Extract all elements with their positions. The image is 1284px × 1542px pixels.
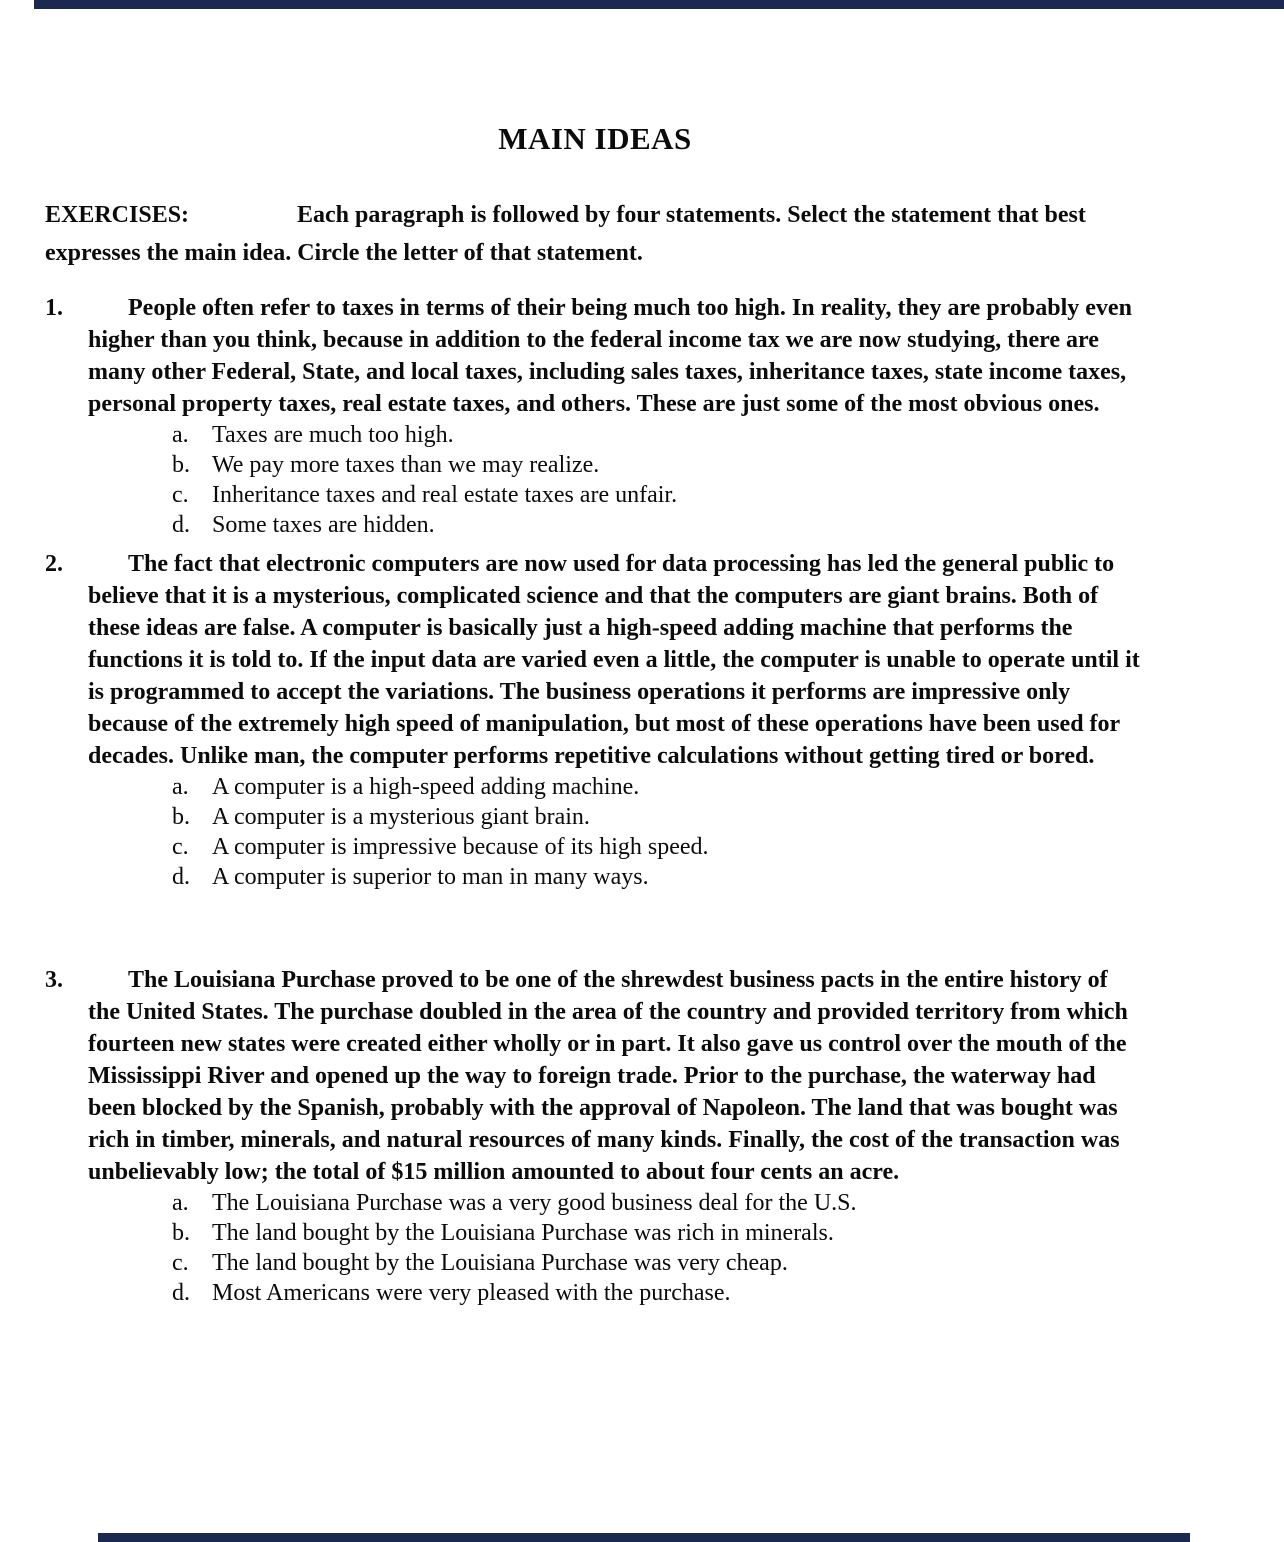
exercise-1-options <box>172 420 1145 540</box>
exercise-3-paragraph-block <box>45 964 1145 1188</box>
option-text: A computer is a mysterious giant brain. <box>212 804 590 830</box>
option-text: The land bought by the Louisiana Purchase was very cheap. <box>212 1250 788 1276</box>
option-letter: d. <box>172 512 190 538</box>
exercise-2-paragraph-block <box>45 548 1145 772</box>
exercise-1-option-b <box>172 450 1145 480</box>
exercise-2-option-c <box>172 832 1145 862</box>
option-letter: b. <box>172 1220 190 1246</box>
option-text: A computer is a high-speed adding machine. <box>212 774 640 800</box>
exercise-3-paragraph: The Louisiana Purchase proved to be one of the shrewdest business pacts in the entire history of the United States. The purchase doubled in the area of the country and provided territory from which fourteen new states were created either wholly or in part. It also gave us control over the mouth of the Mississippi River and opened up the way to foreign trade. Prior to the purchase, the waterway had been blocked by the Spanish, probably with the approval of Napoleon. The land that was bought was rich in timber, minerals, and natural resources of many kinds. Finally, the cost of the transaction was unbelievably low; the total of $15 million amounted to about four cents an acre. <box>88 967 1128 1185</box>
option-letter: d. <box>172 1280 190 1306</box>
exercise-2-option-a <box>172 772 1145 802</box>
option-letter: d. <box>172 864 190 890</box>
instructions <box>45 196 1145 272</box>
exercise-3-option-d <box>172 1278 1145 1308</box>
scan-artifact-bottom-bar <box>98 1533 1190 1542</box>
exercise-1-option-a <box>172 420 1145 450</box>
instructions-text: Each paragraph is followed by four statements. Select the statement that best expresses the main idea. Circle the letter of that statement. <box>45 202 1086 266</box>
exercise-3-option-c <box>172 1248 1145 1278</box>
instructions-label: EXERCISES: <box>45 202 190 228</box>
exercise-2-options <box>172 772 1145 892</box>
exercise-1-option-d <box>172 510 1145 540</box>
exercise-3-option-a <box>172 1188 1145 1218</box>
exercise-3 <box>45 964 1145 1308</box>
exercise-2-option-b <box>172 802 1145 832</box>
exercise-3-number: 3. <box>45 967 63 993</box>
exercise-2-paragraph: The fact that electronic computers are now used for data processing has led the general public to believe that it is a mysterious, complicated science and that the computers are giant brains. Both of these ideas are false. A computer is basically just a high-speed adding machine that performs the functions it is told to. If the input data are varied even a little, the computer is unable to operate until it is programmed to accept the variations. The business operations it performs are impressive only because of the extremely high speed of manipulation, but most of these operations have been used for decades. Unlike man, the computer performs repetitive calculations without getting tired or bored. <box>88 551 1140 769</box>
exercise-3-options <box>172 1188 1145 1308</box>
exercise-2-number: 2. <box>45 551 63 577</box>
option-letter: a. <box>172 422 189 448</box>
option-text: Some taxes are hidden. <box>212 512 435 538</box>
option-letter: a. <box>172 774 189 800</box>
exercise-3-option-b <box>172 1218 1145 1248</box>
option-letter: b. <box>172 452 190 478</box>
exercise-1-paragraph: People often refer to taxes in terms of their being much too high. In reality, they are probably even higher than you think, because in addition to the federal income tax we are now studying, there are many other Federal, State, and local taxes, including sales taxes, inheritance taxes, state income taxes, personal property taxes, real estate taxes, and others. These are just some of the most obvious ones. <box>88 295 1132 417</box>
exercise-1 <box>45 292 1145 540</box>
exercise-1-option-c <box>172 480 1145 510</box>
option-text: A computer is superior to man in many ways. <box>212 864 649 890</box>
worksheet-page <box>45 0 1145 1308</box>
option-text: A computer is impressive because of its high speed. <box>212 834 709 860</box>
option-letter: a. <box>172 1190 189 1216</box>
option-text: The land bought by the Louisiana Purchase was rich in minerals. <box>212 1220 834 1246</box>
exercise-1-number: 1. <box>45 295 63 321</box>
option-text: Taxes are much too high. <box>212 422 454 448</box>
exercise-2 <box>45 548 1145 892</box>
exercise-1-paragraph-block <box>45 292 1145 420</box>
option-letter: b. <box>172 804 190 830</box>
option-text: We pay more taxes than we may realize. <box>212 452 600 478</box>
option-text: Inheritance taxes and real estate taxes are unfair. <box>212 482 678 508</box>
exercise-2-option-d <box>172 862 1145 892</box>
page-title: MAIN IDEAS <box>498 121 692 156</box>
option-letter: c. <box>172 1250 189 1276</box>
option-letter: c. <box>172 834 189 860</box>
option-text: Most Americans were very pleased with the purchase. <box>212 1280 731 1306</box>
option-letter: c. <box>172 482 189 508</box>
option-text: The Louisiana Purchase was a very good business deal for the U.S. <box>212 1190 857 1216</box>
